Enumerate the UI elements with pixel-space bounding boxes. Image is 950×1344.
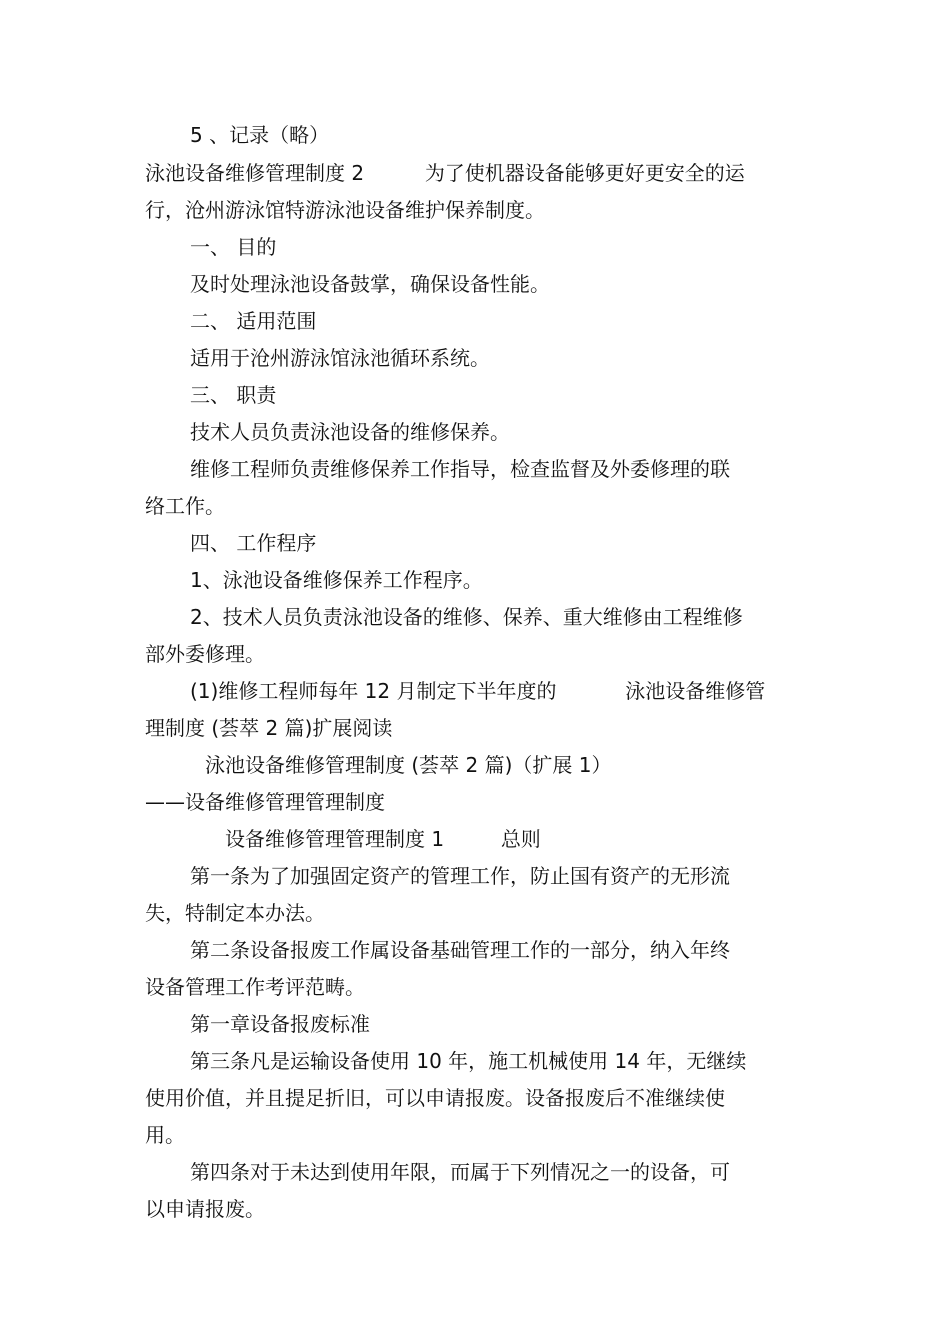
text-line: 及时处理泳池设备鼓掌，确保设备性能。 <box>190 272 550 296</box>
text-segment: (1)维修工程师每年 12 月制定下半年度的 <box>190 679 557 703</box>
text-segment: 泳池设备维修管理制度 2 <box>145 161 365 185</box>
text-line: 第四条对于未达到使用年限，而属于下列情况之一的设备，可 <box>190 1160 730 1184</box>
text-line: 行，沧州游泳馆特游泳池设备维护保养制度。 <box>145 198 545 222</box>
text-segment: 设备维修管理管理制度 1 <box>225 827 445 851</box>
text-line: 失，特制定本办法。 <box>145 901 325 925</box>
section-heading: 三、 职责 <box>190 383 277 407</box>
text-line <box>190 678 950 704</box>
text-line: 设备管理工作考评范畴。 <box>145 975 365 999</box>
text-line: 用。 <box>145 1123 185 1147</box>
section-heading: 第一章设备报废标准 <box>190 1012 370 1036</box>
section-heading: 二、 适用范围 <box>190 309 317 333</box>
text-line <box>225 826 950 852</box>
extended-reading-subtitle: ——设备维修管理管理制度 <box>145 790 385 814</box>
text-segment: 为了使机器设备能够更好更安全的运 <box>424 161 745 185</box>
text-segment: 泳池设备维修管 <box>625 679 766 703</box>
text-line: 以申请报废。 <box>145 1197 265 1221</box>
text-line <box>145 160 950 186</box>
text-line: 理制度 (荟萃 2 篇)扩展阅读 <box>145 716 393 740</box>
text-line: 使用价值，并且提足折旧，可以申请报废。设备报废后不准继续使 <box>145 1086 725 1110</box>
text-segment: 总则 <box>500 827 541 851</box>
extended-reading-title: 泳池设备维修管理制度 (荟萃 2 篇)（扩展 1） <box>205 753 612 777</box>
text-line: 络工作。 <box>145 494 225 518</box>
text-line: 1、泳池设备维修保养工作程序。 <box>190 568 483 592</box>
text-line: 技术人员负责泳池设备的维修保养。 <box>190 420 510 444</box>
text-line: 5 、记录（略） <box>190 123 330 147</box>
text-line: 部外委修理。 <box>145 642 265 666</box>
section-heading: 四、 工作程序 <box>190 531 317 555</box>
text-line: 第一条为了加强固定资产的管理工作，防止国有资产的无形流 <box>190 864 730 888</box>
text-line: 适用于沧州游泳馆泳池循环系统。 <box>190 346 490 370</box>
text-line: 维修工程师负责维修保养工作指导，检查监督及外委修理的联 <box>190 457 730 481</box>
section-heading: 一、 目的 <box>190 235 277 259</box>
text-line: 第二条设备报废工作属设备基础管理工作的一部分，纳入年终 <box>190 938 730 962</box>
text-line: 2、技术人员负责泳池设备的维修、保养、重大维修由工程维修 <box>190 605 743 629</box>
text-line: 第三条凡是运输设备使用 10 年，施工机械使用 14 年，无继续 <box>190 1049 747 1073</box>
